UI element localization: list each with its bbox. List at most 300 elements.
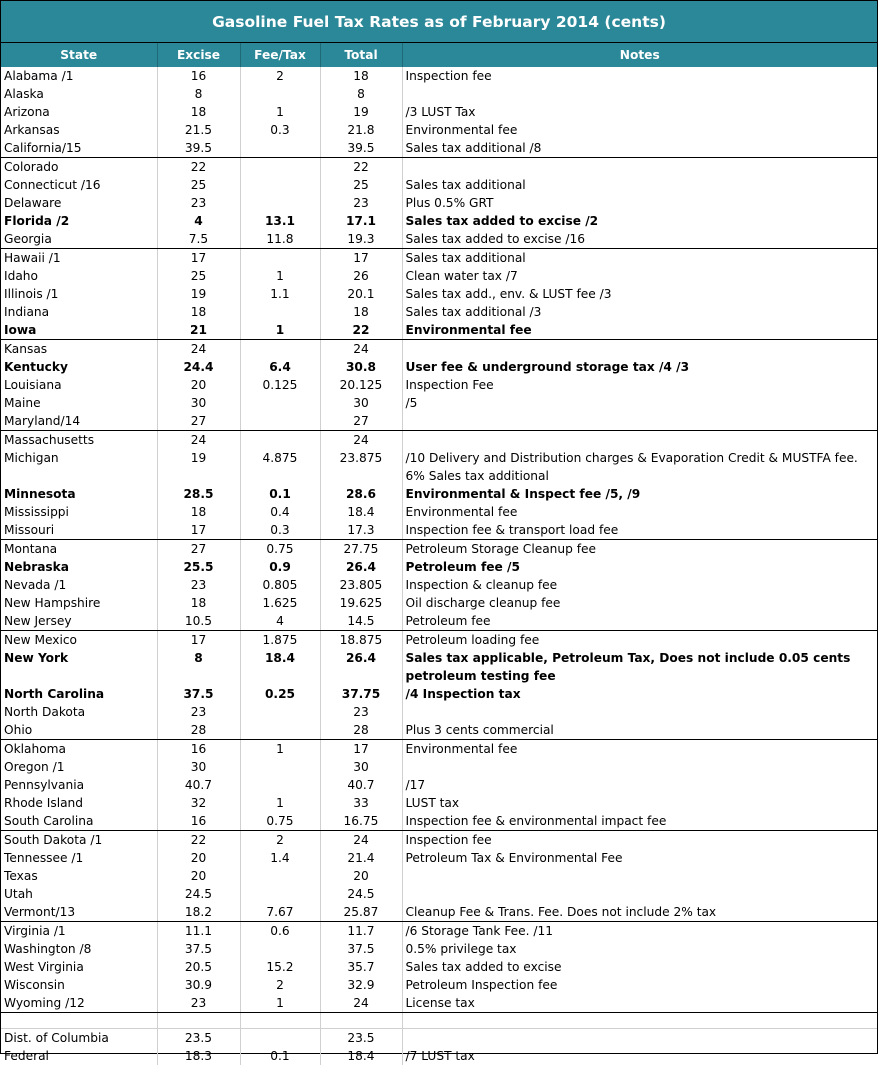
state-cell: South Dakota /1 <box>4 833 103 847</box>
excise-cell: 19 <box>157 449 240 485</box>
state-cell: New Jersey <box>1 612 157 631</box>
total-cell: 32.9 <box>320 976 402 994</box>
state-cell: Federal <box>4 1049 49 1063</box>
state-cell: Georgia <box>1 230 157 249</box>
state-cell: Nevada /1 <box>4 578 67 592</box>
excise-cell: 17 <box>157 249 240 268</box>
table-row <box>1 994 877 1013</box>
excise-cell: 8 <box>157 649 240 685</box>
excise-cell: 21 <box>157 321 240 340</box>
total-cell: 35.7 <box>320 958 402 976</box>
notes-cell: Inspection fee <box>402 831 877 850</box>
state-cell: Utah <box>4 887 33 901</box>
notes-cell: 0.5% privilege tax <box>402 940 877 958</box>
fee-tax-cell: 4.875 <box>240 449 320 485</box>
notes-cell: Sales tax additional /3 <box>402 303 877 321</box>
notes-cell: Sales tax added to excise /2 <box>402 212 877 230</box>
total-cell: 25 <box>320 176 402 194</box>
state-cell: Tennessee /1 <box>4 851 84 865</box>
excise-cell: 25.5 <box>157 558 240 576</box>
fee-tax-cell: 0.9 <box>240 558 320 576</box>
notes-cell <box>402 703 877 721</box>
fee-tax-cell: 0.1 <box>240 1047 320 1065</box>
total-cell: 17.1 <box>320 212 402 230</box>
table-row <box>1 740 877 759</box>
table-row <box>1 631 877 650</box>
excise-cell <box>157 1013 240 1029</box>
header-state: State <box>1 43 157 67</box>
table-row <box>1 703 877 721</box>
total-cell: 20.125 <box>320 376 402 394</box>
state-cell: South Carolina <box>1 812 157 831</box>
total-cell <box>320 1013 402 1029</box>
table-row <box>1 831 877 850</box>
notes-cell: Sales tax added to excise <box>402 958 877 976</box>
notes-cell: Plus 0.5% GRT <box>402 194 877 212</box>
state-cell: Louisiana <box>4 378 62 392</box>
state-cell: Dist. of Columbia <box>4 1031 109 1045</box>
state-cell: Virginia /1 <box>4 924 66 938</box>
fee-tax-cell: 1.1 <box>240 285 320 303</box>
excise-cell: 27 <box>157 412 240 431</box>
table-row <box>1 321 877 340</box>
state-cell: Pennsylvania <box>4 778 85 792</box>
fee-tax-cell: 1 <box>240 994 320 1013</box>
fee-tax-cell <box>240 867 320 885</box>
notes-cell: /6 Storage Tank Fee. /11 <box>402 922 877 941</box>
excise-cell: 17 <box>157 521 240 540</box>
table-row <box>1 612 877 631</box>
fee-tax-cell <box>240 1029 320 1048</box>
fee-tax-cell: 13.1 <box>240 212 320 230</box>
header-row <box>1 43 877 67</box>
notes-cell: Clean water tax /7 <box>402 267 877 285</box>
state-cell: Florida /2 <box>4 214 70 228</box>
fee-tax-cell <box>240 85 320 103</box>
total-cell: 14.5 <box>320 612 402 631</box>
state-cell: Alabama /1 <box>4 69 74 83</box>
state-cell: Alaska <box>4 87 44 101</box>
state-cell: Delaware <box>4 196 62 210</box>
notes-cell: Environmental fee <box>402 503 877 521</box>
total-cell: 17 <box>320 249 402 268</box>
state-cell: Iowa <box>1 321 157 340</box>
state-cell: Nebraska <box>4 560 70 574</box>
fee-tax-cell: 0.75 <box>240 812 320 831</box>
table-row <box>1 412 877 431</box>
excise-cell: 20 <box>157 849 240 867</box>
table-row <box>1 376 877 394</box>
fee-tax-cell: 0.125 <box>240 376 320 394</box>
fee-tax-cell: 1 <box>240 794 320 812</box>
header-total: Total <box>320 43 402 67</box>
fee-tax-cell: 4 <box>240 612 320 631</box>
total-cell: 30.8 <box>320 358 402 376</box>
excise-cell: 32 <box>157 794 240 812</box>
fee-tax-cell <box>240 721 320 740</box>
total-cell: 22 <box>320 321 402 340</box>
notes-cell: Petroleum loading fee <box>402 631 877 650</box>
fee-tax-cell: 15.2 <box>240 958 320 976</box>
table-row <box>1 358 877 376</box>
table-row <box>1 558 877 576</box>
table-row <box>1 503 877 521</box>
total-cell: 23 <box>320 194 402 212</box>
total-cell: 18 <box>320 67 402 85</box>
excise-cell: 11.1 <box>157 922 240 941</box>
excise-cell: 30 <box>157 394 240 412</box>
fee-tax-cell: 1 <box>240 267 320 285</box>
state-cell: New Mexico <box>4 633 78 647</box>
excise-cell: 23 <box>157 994 240 1013</box>
fee-tax-cell: 1.4 <box>240 849 320 867</box>
table-row <box>1 267 877 285</box>
notes-cell <box>402 340 877 359</box>
table-row <box>1 958 877 976</box>
excise-cell: 18 <box>157 103 240 121</box>
fee-tax-cell <box>240 758 320 776</box>
excise-cell: 18 <box>157 303 240 321</box>
total-cell: 27 <box>320 412 402 431</box>
notes-cell <box>402 1013 877 1029</box>
table-row <box>1 903 877 922</box>
excise-cell: 30.9 <box>157 976 240 994</box>
excise-cell: 39.5 <box>157 139 240 158</box>
excise-cell: 20 <box>157 376 240 394</box>
state-cell: North Dakota <box>4 705 86 719</box>
excise-cell: 10.5 <box>157 612 240 631</box>
notes-cell: Sales tax added to excise /16 <box>402 230 877 249</box>
notes-cell: Sales tax add., env. & LUST fee /3 <box>402 285 877 303</box>
state-cell: Oklahoma <box>4 742 67 756</box>
state-cell: Mississippi <box>4 505 69 519</box>
total-cell: 26.4 <box>320 558 402 576</box>
excise-cell: 22 <box>157 831 240 850</box>
total-cell: 21.4 <box>320 849 402 867</box>
table-row <box>1 158 877 177</box>
notes-cell <box>402 412 877 431</box>
notes-cell: Environmental fee <box>402 121 877 139</box>
excise-cell: 28 <box>157 721 240 740</box>
fee-tax-cell: 7.67 <box>240 903 320 922</box>
notes-cell: Environmental & Inspect fee /5, /9 <box>402 485 877 503</box>
tax-table <box>1 43 877 1065</box>
notes-cell: Petroleum Storage Cleanup fee <box>402 540 877 559</box>
notes-cell: Inspection fee & transport load fee <box>402 521 877 540</box>
excise-cell: 23.5 <box>157 1029 240 1048</box>
fee-tax-cell: 1.875 <box>240 631 320 650</box>
notes-cell: Petroleum fee <box>402 612 877 631</box>
total-cell: 11.7 <box>320 922 402 941</box>
table-row <box>1 1029 877 1048</box>
excise-cell: 18 <box>157 594 240 612</box>
excise-cell: 27 <box>157 540 240 559</box>
total-cell: 33 <box>320 794 402 812</box>
table-row <box>1 685 877 703</box>
fee-tax-cell: 1 <box>240 321 320 340</box>
excise-cell: 19 <box>157 285 240 303</box>
total-cell: 16.75 <box>320 812 402 831</box>
fee-tax-cell <box>240 249 320 268</box>
state-cell: New Hampshire <box>4 596 101 610</box>
notes-cell: Petroleum Tax & Environmental Fee <box>402 849 877 867</box>
excise-cell: 25 <box>157 267 240 285</box>
table-row <box>1 285 877 303</box>
fee-tax-cell: 1 <box>240 740 320 759</box>
table-row <box>1 594 877 612</box>
notes-cell: Inspection Fee <box>402 376 877 394</box>
excise-cell: 4 <box>157 212 240 230</box>
table-row <box>1 485 877 503</box>
total-cell: 19.3 <box>320 230 402 249</box>
notes-cell: LUST tax <box>402 794 877 812</box>
notes-cell <box>402 431 877 450</box>
total-cell: 20.1 <box>320 285 402 303</box>
excise-cell: 24.4 <box>157 358 240 376</box>
total-cell: 22 <box>320 158 402 177</box>
excise-cell: 7.5 <box>157 230 240 249</box>
table-row <box>1 249 877 268</box>
state-cell: Maine <box>4 396 41 410</box>
notes-cell: /4 Inspection tax <box>402 685 877 703</box>
fee-tax-cell: 6.4 <box>240 358 320 376</box>
fee-tax-cell <box>240 194 320 212</box>
total-cell: 23 <box>320 703 402 721</box>
table-row <box>1 758 877 776</box>
total-cell: 17 <box>320 740 402 759</box>
state-cell: Wyoming /12 <box>1 994 157 1013</box>
fee-tax-cell: 0.1 <box>240 485 320 503</box>
table-row <box>1 540 877 559</box>
state-cell: North Carolina <box>4 687 105 701</box>
state-cell: Rhode Island <box>4 796 84 810</box>
state-cell: Arizona <box>4 105 50 119</box>
excise-cell: 40.7 <box>157 776 240 794</box>
fee-tax-cell <box>240 431 320 450</box>
table-row <box>1 940 877 958</box>
total-cell: 30 <box>320 758 402 776</box>
notes-cell <box>402 867 877 885</box>
table-row <box>1 922 877 941</box>
table-row <box>1 303 877 321</box>
state-cell: Michigan <box>4 451 59 465</box>
total-cell: 24 <box>320 994 402 1013</box>
table-row <box>1 976 877 994</box>
total-cell: 39.5 <box>320 139 402 158</box>
notes-cell: Inspection & cleanup fee <box>402 576 877 594</box>
state-cell: Missouri <box>1 521 157 540</box>
notes-cell: Environmental fee <box>402 321 877 340</box>
excise-cell: 24 <box>157 340 240 359</box>
fee-tax-cell: 2 <box>240 831 320 850</box>
fee-tax-cell: 0.75 <box>240 540 320 559</box>
state-cell: Kansas <box>4 342 48 356</box>
fee-tax-cell: 0.3 <box>240 521 320 540</box>
total-cell: 28 <box>320 721 402 740</box>
state-cell: Indiana <box>4 305 50 319</box>
notes-cell: /17 <box>402 776 877 794</box>
fee-tax-cell <box>240 158 320 177</box>
state-cell: Texas <box>4 869 38 883</box>
fee-tax-cell <box>240 139 320 158</box>
state-cell: Idaho <box>4 269 38 283</box>
state-cell: Maryland/14 <box>1 412 157 431</box>
state-cell: Minnesota <box>4 487 76 501</box>
table-row <box>1 194 877 212</box>
table-row <box>1 776 877 794</box>
state-cell: Oregon /1 <box>4 760 65 774</box>
table-row <box>1 67 877 85</box>
fee-tax-cell: 2 <box>240 67 320 85</box>
table-row <box>1 1047 877 1065</box>
fee-tax-cell: 0.6 <box>240 922 320 941</box>
total-cell: 40.7 <box>320 776 402 794</box>
excise-cell: 16 <box>157 812 240 831</box>
fee-tax-cell <box>240 303 320 321</box>
total-cell: 37.75 <box>320 685 402 703</box>
fee-tax-cell: 18.4 <box>240 649 320 685</box>
notes-cell: Petroleum Inspection fee <box>402 976 877 994</box>
table-row <box>1 867 877 885</box>
fee-tax-cell <box>240 1013 320 1029</box>
notes-cell: Sales tax additional <box>402 176 877 194</box>
fee-tax-cell: 1.625 <box>240 594 320 612</box>
total-cell: 26 <box>320 267 402 285</box>
table-row <box>1 212 877 230</box>
excise-cell: 18.2 <box>157 903 240 922</box>
table-row <box>1 812 877 831</box>
table-row <box>1 649 877 685</box>
excise-cell: 37.5 <box>157 685 240 703</box>
fee-tax-cell: 2 <box>240 976 320 994</box>
state-cell: Kentucky <box>4 360 68 374</box>
notes-cell: Oil discharge cleanup fee <box>402 594 877 612</box>
notes-cell: Plus 3 cents commercial <box>402 721 877 740</box>
notes-cell: /3 LUST Tax <box>402 103 877 121</box>
table-row <box>1 1013 877 1029</box>
total-cell: 23.875 <box>320 449 402 485</box>
total-cell: 26.4 <box>320 649 402 685</box>
excise-cell: 18 <box>157 503 240 521</box>
total-cell: 8 <box>320 85 402 103</box>
fee-tax-cell <box>240 412 320 431</box>
total-cell: 19.625 <box>320 594 402 612</box>
state-cell: Illinois /1 <box>4 287 59 301</box>
total-cell: 24 <box>320 831 402 850</box>
notes-cell <box>402 85 877 103</box>
total-cell: 27.75 <box>320 540 402 559</box>
excise-cell: 8 <box>157 85 240 103</box>
notes-cell <box>402 758 877 776</box>
total-cell: 21.8 <box>320 121 402 139</box>
table-row <box>1 230 877 249</box>
fee-tax-cell: 1 <box>240 103 320 121</box>
total-cell: 20 <box>320 867 402 885</box>
table-row <box>1 794 877 812</box>
sheet-title: Gasoline Fuel Tax Rates as of February 2014 (cents) <box>1 1 877 43</box>
notes-cell: Sales tax additional <box>402 249 877 268</box>
state-cell: California/15 <box>1 139 157 158</box>
excise-cell: 25 <box>157 176 240 194</box>
state-cell: Vermont/13 <box>1 903 157 922</box>
notes-cell <box>402 885 877 903</box>
excise-cell: 17 <box>157 631 240 650</box>
table-row <box>1 121 877 139</box>
state-cell: Wisconsin <box>4 978 65 992</box>
total-cell: 28.6 <box>320 485 402 503</box>
notes-cell: Inspection fee & environmental impact fee <box>402 812 877 831</box>
notes-cell: Sales tax applicable, Petroleum Tax, Does not include 0.05 cents petroleum testing fee <box>402 649 877 685</box>
excise-cell: 16 <box>157 67 240 85</box>
state-cell <box>1 1013 157 1029</box>
fee-tax-cell <box>240 176 320 194</box>
table-row <box>1 431 877 450</box>
table-row <box>1 139 877 158</box>
table-row <box>1 85 877 103</box>
table-row <box>1 849 877 867</box>
fee-tax-cell <box>240 885 320 903</box>
total-cell: 18.4 <box>320 503 402 521</box>
notes-cell: Inspection fee <box>402 67 877 85</box>
excise-cell: 30 <box>157 758 240 776</box>
total-cell: 25.87 <box>320 903 402 922</box>
fee-tax-cell <box>240 776 320 794</box>
total-cell: 19 <box>320 103 402 121</box>
table-row <box>1 340 877 359</box>
fee-tax-cell: 0.805 <box>240 576 320 594</box>
excise-cell: 24.5 <box>157 885 240 903</box>
excise-cell: 23 <box>157 194 240 212</box>
total-cell: 24 <box>320 431 402 450</box>
excise-cell: 21.5 <box>157 121 240 139</box>
state-cell: Colorado <box>4 160 59 174</box>
notes-cell: User fee & underground storage tax /4 /3 <box>402 358 877 376</box>
table-row <box>1 885 877 903</box>
fee-tax-cell: 11.8 <box>240 230 320 249</box>
total-cell: 23.805 <box>320 576 402 594</box>
notes-cell: /7 LUST tax <box>402 1047 877 1065</box>
total-cell: 24.5 <box>320 885 402 903</box>
table-body <box>1 67 877 1065</box>
state-cell: West Virginia <box>4 960 84 974</box>
table-row <box>1 576 877 594</box>
notes-cell: /5 <box>402 394 877 412</box>
excise-cell: 16 <box>157 740 240 759</box>
total-cell: 37.5 <box>320 940 402 958</box>
excise-cell: 20 <box>157 867 240 885</box>
total-cell: 18 <box>320 303 402 321</box>
fee-tax-cell <box>240 340 320 359</box>
excise-cell: 22 <box>157 158 240 177</box>
total-cell: 30 <box>320 394 402 412</box>
fee-tax-cell <box>240 394 320 412</box>
table-row <box>1 521 877 540</box>
notes-cell: License tax <box>402 994 877 1013</box>
table-row <box>1 176 877 194</box>
excise-cell: 37.5 <box>157 940 240 958</box>
excise-cell: 23 <box>157 576 240 594</box>
header-fee-tax: Fee/Tax <box>240 43 320 67</box>
fee-tax-cell: 0.4 <box>240 503 320 521</box>
notes-cell: Cleanup Fee & Trans. Fee. Does not include 2% tax <box>402 903 877 922</box>
notes-cell: Environmental fee <box>402 740 877 759</box>
header-notes: Notes <box>402 43 877 67</box>
state-cell: Arkansas <box>4 123 60 137</box>
excise-cell: 20.5 <box>157 958 240 976</box>
state-cell: Connecticut /16 <box>4 178 101 192</box>
excise-cell: 18.3 <box>157 1047 240 1065</box>
state-cell: Washington /8 <box>4 942 92 956</box>
